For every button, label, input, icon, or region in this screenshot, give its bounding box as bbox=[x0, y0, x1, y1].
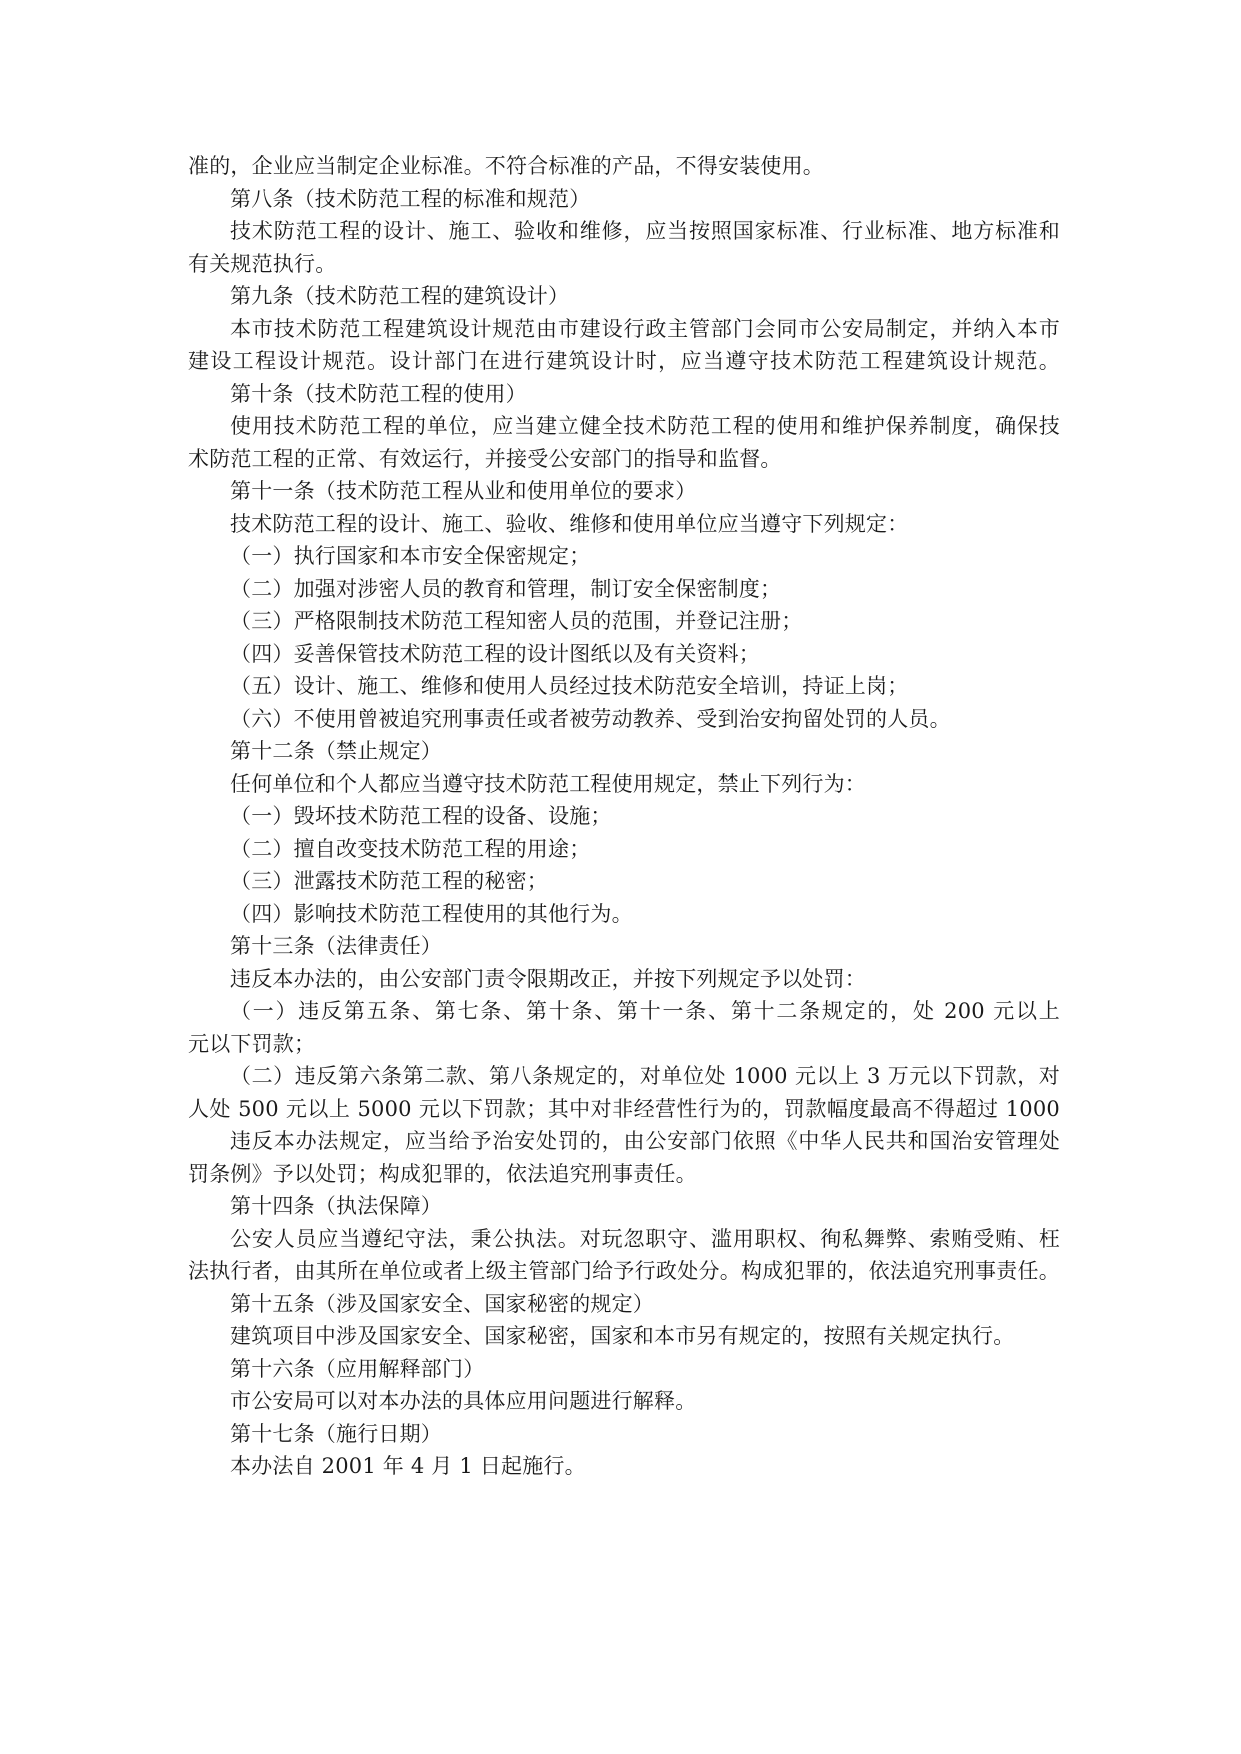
document-line: 违反本办法规定，应当给予治安处罚的，由公安部门依照《中华人民共和国治安管理处 bbox=[230, 1129, 1060, 1153]
document-line: 第十四条（执法保障） bbox=[230, 1194, 442, 1218]
document-line: 技术防范工程的设计、施工、验收和维修，应当按照国家标准、行业标准、地方标准和 bbox=[230, 219, 1060, 243]
document-line: 第十三条（法律责任） bbox=[230, 934, 442, 958]
document-line: （一）执行国家和本市安全保密规定； bbox=[230, 544, 591, 568]
document-line: （四）影响技术防范工程使用的其他行为。 bbox=[230, 901, 633, 926]
document-line: 市公安局可以对本办法的具体应用问题进行解释。 bbox=[230, 1389, 697, 1413]
document-line: 有关规范执行。 bbox=[188, 251, 337, 276]
document-line: 第八条（技术防范工程的标准和规范） bbox=[230, 186, 591, 211]
document-line: 建设工程设计规范。设计部门在进行建筑设计时，应当遵守技术防范工程建筑设计规范。 bbox=[188, 349, 1060, 373]
document-line: 本市技术防范工程建筑设计规范由市建设行政主管部门会同市公安局制定，并纳入本市 bbox=[230, 316, 1060, 341]
document-line: 第九条（技术防范工程的建筑设计） bbox=[230, 284, 570, 308]
document-line: （五）设计、施工、维修和使用人员经过技术防范安全培训，持证上岗； bbox=[230, 674, 909, 698]
document-line: 法执行者，由其所在单位或者上级主管部门给予行政处分。构成犯罪的，依法追究刑事责任。 bbox=[188, 1259, 1060, 1283]
document-line: 第十六条（应用解释部门） bbox=[230, 1356, 485, 1381]
document-line: （二）违反第六条第二款、第八条规定的，对单位处 1000 元以上 3 万元以下罚款，对 bbox=[230, 1064, 1060, 1088]
document-line: 技术防范工程的设计、施工、验收、维修和使用单位应当遵守下列规定： bbox=[230, 511, 909, 536]
document-line: （二）加强对涉密人员的教育和管理，制订安全保密制度； bbox=[230, 576, 782, 601]
document-line: 第十五条（涉及国家安全、国家秘密的规定） bbox=[230, 1291, 654, 1316]
document-line: 第十条（技术防范工程的使用） bbox=[230, 381, 527, 406]
document-line: （三）严格限制技术防范工程知密人员的范围，并登记注册； bbox=[230, 609, 803, 633]
document-line: 建筑项目中涉及国家安全、国家秘密，国家和本市另有规定的，按照有关规定执行。 bbox=[230, 1324, 1015, 1348]
document-line: 术防范工程的正常、有效运行，并接受公安部门的指导和监督。 bbox=[188, 446, 782, 471]
document-line: （一）违反第五条、第七条、第十条、第十一条、第十二条规定的，处 200 元以上 bbox=[230, 999, 1060, 1023]
document-line: （三）泄露技术防范工程的秘密； bbox=[230, 869, 548, 893]
document-line: 元以下罚款； bbox=[188, 1031, 316, 1056]
document-body bbox=[188, 150, 1060, 1483]
document-line: 准的，企业应当制定企业标准。不符合标准的产品，不得安装使用。 bbox=[188, 154, 824, 178]
document-line: 第十一条（技术防范工程从业和使用单位的要求） bbox=[230, 479, 697, 503]
document-line: （二）擅自改变技术防范工程的用途； bbox=[230, 836, 591, 861]
document-line: 第十七条（施行日期） bbox=[230, 1421, 442, 1446]
document-line: 公安人员应当遵纪守法，秉公执法。对玩忽职守、滥用职权、徇私舞弊、索贿受贿、枉 bbox=[230, 1226, 1060, 1251]
document-line: （六）不使用曾被追究刑事责任或者被劳动教养、受到治安拘留处罚的人员。 bbox=[230, 706, 951, 731]
document-line: 第十二条（禁止规定） bbox=[230, 739, 442, 763]
document-line: 使用技术防范工程的单位，应当建立健全技术防范工程的使用和维护保养制度，确保技 bbox=[230, 414, 1060, 438]
document-line: （四）妥善保管技术防范工程的设计图纸以及有关资料； bbox=[230, 641, 760, 666]
document-line: 人处 500 元以上 5000 元以下罚款；其中对非经营性行为的，罚款幅度最高不得超过 1000 bbox=[188, 1096, 1060, 1121]
document-line: 任何单位和个人都应当遵守技术防范工程使用规定，禁止下列行为： bbox=[230, 771, 866, 796]
document-line: 违反本办法的，由公安部门责令限期改正，并按下列规定予以处罚： bbox=[230, 966, 866, 991]
document-line: 罚条例》予以处罚；构成犯罪的，依法追究刑事责任。 bbox=[188, 1161, 697, 1186]
document-line: 本办法自 2001 年 4 月 1 日起施行。 bbox=[230, 1454, 586, 1478]
document-line: （一）毁坏技术防范工程的设备、设施； bbox=[230, 804, 612, 828]
